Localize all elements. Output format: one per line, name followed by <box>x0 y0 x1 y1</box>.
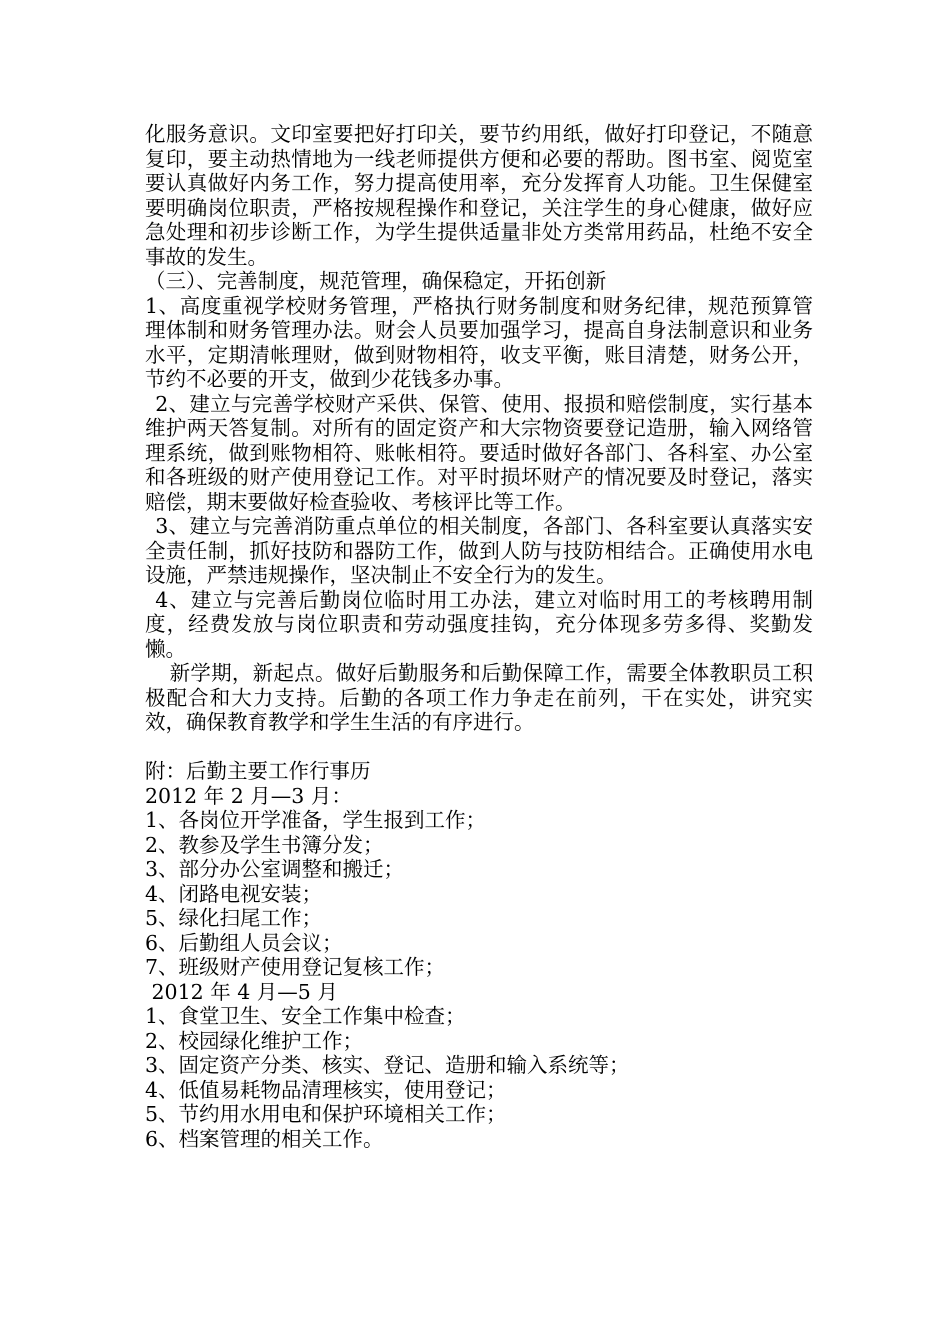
list-item: 4、闭路电视安装； <box>145 881 323 906</box>
service-awareness-paragraph: 化服务意识。文印室要把好打印关，要节约用纸，做好打印登记，不随意复印，要主动热情地为一线老师提供方便和必要的帮助。图书室、阅览室要认真做好内务工作，努力提高使用率，充分发挥育人功能。卫生保健室要明确岗位职责，严格按规程操作和登记，关注学生的身心健康，做好应急处理和初步诊断工作，为学生提供适量非处方类常用药品，杜绝不安全事故的发生。 <box>145 122 813 269</box>
list-item: 4、低值易耗物品清理核实，使用登记； <box>145 1077 507 1102</box>
list-item: 3、固定资产分类、核实、登记、造册和输入系统等； <box>145 1053 630 1077</box>
temporary-staff-item: 4、建立与完善后勤岗位临时用工办法，建立对临时用工的考核聘用制度，经费发放与岗位职责和劳动强度挂钩，充分体现多劳多得、奖勤发懒。 <box>145 587 813 661</box>
section-heading-3: （三）、完善制度，规范管理，确保稳定，开拓创新 <box>145 269 607 293</box>
list-item: 2、教参及学生书簿分发； <box>145 832 384 857</box>
finance-management-item: 1、高度重视学校财务管理，严格执行财务制度和财务纪律，规范预算管理体制和财务管理办法。财会人员要加强学习，提高自身法制意识和业务水平，定期清帐理财，做到财物相符，收支平衡，账目清楚，财务公开，节约不必要的开支，做到少花钱多办事。 <box>145 293 813 391</box>
annex-schedule <box>145 759 813 1151</box>
list-item: 5、绿化扫尾工作； <box>145 906 323 930</box>
list-item: 3、部分办公室调整和搬迁； <box>145 857 405 881</box>
property-system-item: 2、建立与完善学校财产采供、保管、使用、报损和赔偿制度，实行基本维护两天答复制。对所有的固定资产和大宗物资要登记造册，输入网络管理系统，做到账物相符、账帐相符。要适时做好各部门、各科室、办公室和各班级的财产使用登记工作。对平时损坏财产的情况要及时登记，落实赔偿，期末要做好检查验收、考核评比等工作。 <box>145 391 813 514</box>
list-item: 6、档案管理的相关工作。 <box>145 1126 384 1151</box>
period-label-apr-may: 2012 年 4 月—5 月 <box>145 979 338 1004</box>
list-item: 1、食堂卫生、安全工作集中检查； <box>145 1004 466 1028</box>
period-label-feb-mar: 2012 年 2 月—3 月： <box>145 783 352 808</box>
annex-title: 附：后勤主要工作行事历 <box>145 759 371 783</box>
list-item: 5、节约用水用电和保护环境相关工作； <box>145 1102 507 1126</box>
list-item: 2、校园绿化维护工作； <box>145 1028 364 1053</box>
list-item: 6、后勤组人员会议； <box>145 930 343 955</box>
fire-safety-item: 3、建立与完善消防重点单位的相关制度，各部门、各科室要认真落实安全责任制，抓好技防和器防工作，做到人防与技防相结合。正确使用水电设施，严禁违规操作，坚决制止不安全行为的发生。 <box>145 514 813 587</box>
blank-line <box>145 735 813 760</box>
list-item: 7、班级财产使用登记复核工作； <box>145 955 446 979</box>
document-page <box>145 122 813 1151</box>
closing-paragraph: 新学期，新起点。做好后勤服务和后勤保障工作，需要全体教职员工积极配合和大力支持。后勤的各项工作力争走在前列，干在实处，讲究实效，确保教育教学和学生生活的有序进行。 <box>145 661 813 734</box>
list-item: 1、各岗位开学准备，学生报到工作； <box>145 808 487 832</box>
